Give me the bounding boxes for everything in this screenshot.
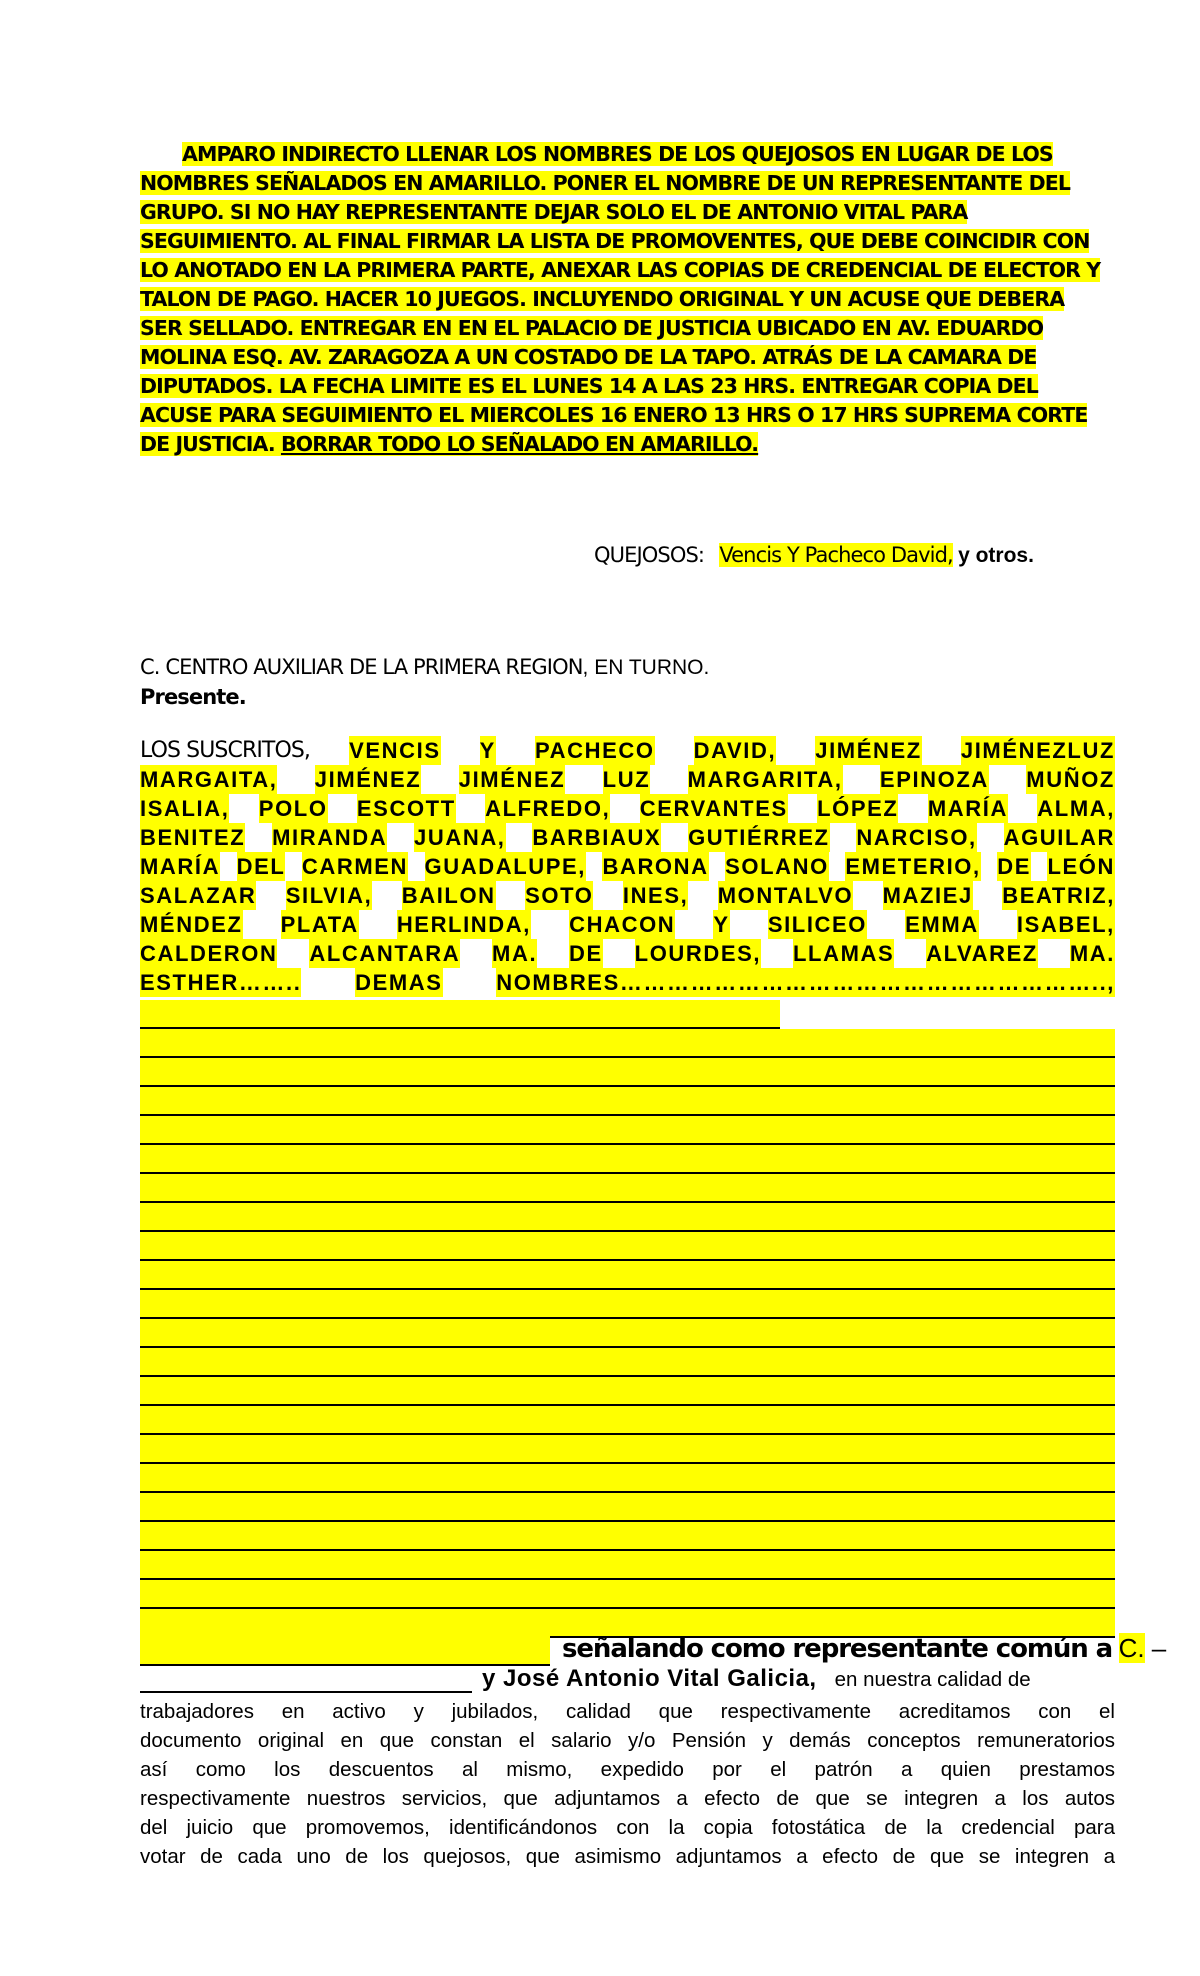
quejosos-name: Vencis Y Pacheco David, [719,543,953,567]
quejoso-name-word: SOTO [525,883,594,908]
quejoso-name-word: ESCOTT [356,796,456,821]
name-fill-line[interactable] [140,1290,1115,1319]
quejoso-name-word: ISALIA, [140,796,230,821]
quejoso-name-word: CHACON [569,912,676,937]
quejoso-name-word: MARÍA [927,796,1008,821]
name-fill-line[interactable] [140,1435,1115,1464]
name-fill-line[interactable] [140,1377,1115,1406]
name-fill-line[interactable] [140,1406,1115,1435]
quejoso-name-word: ALFREDO, [485,796,611,821]
quejoso-name-word: ISABEL, [1016,912,1115,937]
name-fill-line[interactable] [140,1493,1115,1522]
names-line [140,765,1115,794]
instruction-line: MOLINA ESQ. AV. ZARAGOZA A UN COSTADO DE LA TAPO. ATRÁS DE LA CAMARA DE [140,345,1037,369]
representative-second-blank [140,1667,472,1693]
quejoso-name-word: ALCANTARA [309,941,461,966]
quejoso-name-word: VENCIS [349,738,441,763]
quejoso-name-word: JIMÉNEZLUZ [960,738,1115,763]
quejoso-name-word: GUTIÉRREZ [688,825,830,850]
name-fill-line[interactable] [140,1319,1115,1348]
quejoso-name-word: LUZ [602,767,651,792]
instruction-line: SEGUIMIENTO. AL FINAL FIRMAR LA LISTA DE PROMOVENTES, QUE DEBE COINCIDIR CON [140,229,1090,253]
body-paragraph [140,1697,1115,1871]
quejoso-name-word: GUADALUPE, [424,854,586,879]
quejoso-name-word: BAILON [401,883,496,908]
names-line [140,736,1115,765]
quejoso-name-word: SILICEO [767,912,868,937]
instruction-line: GRUPO. SI NO HAY REPRESENTANTE DEJAR SOLO EL DE ANTONIO VITAL PARA [140,200,968,224]
quejosos-others: y otros. [958,544,1034,567]
names-block [140,736,1115,997]
name-fill-line[interactable] [140,1464,1115,1493]
quejoso-name-word: DEMAS [355,970,443,995]
names-line [140,823,1115,852]
instruction-line: LO ANOTADO EN LA PRIMERA PARTE, ANEXAR LAS COPIAS DE CREDENCIAL DE ELECTOR Y [140,258,1101,282]
quejoso-name-word: AGUILAR [1003,825,1115,850]
quejoso-name-word: LEÓN [1047,854,1115,879]
instruction-delete-note: BORRAR TODO LO SEÑALADO EN AMARILLO. [280,432,759,456]
representative-dash: – [1151,1633,1167,1663]
quejoso-name-word: PLATA [280,912,359,937]
quejoso-name-word: POLO [258,796,328,821]
name-fill-line[interactable] [140,1348,1115,1377]
representative-continuation: en nuestra calidad de [834,1668,1031,1691]
representative-text: señalando como representante común a [562,1634,1113,1664]
names-line [140,852,1115,881]
quejoso-name-word: JIMÉNEZ [314,767,422,792]
quejoso-name-word: DE [997,854,1031,879]
name-fill-line[interactable] [140,1000,780,1029]
quejoso-name-word: Y [713,912,730,937]
instruction-line: DIPUTADOS. LA FECHA LIMITE ES EL LUNES 14 A LAS 23 HRS. ENTREGAR COPIA DEL [140,374,1038,398]
representative-second-name: y José Antonio Vital Galicia, [482,1665,817,1692]
name-fill-line[interactable] [140,1087,1115,1116]
quejoso-name-word: MAZIEJ [882,883,973,908]
instruction-line: TALON DE PAGO. HACER 10 JUEGOS. INCLUYENDO ORIGINAL Y UN ACUSE QUE DEBERA [140,287,1065,311]
quejoso-name-word: CARMEN [301,854,409,879]
quejoso-name-word: LOURDES, [634,941,762,966]
representative-second-line [140,1665,1031,1693]
instruction-line-prefix: DE JUSTICIA. [140,432,281,456]
body-line: respectivamente nuestros servicios, que adjuntamos a efecto de que se integren a los autos [140,1787,1115,1810]
quejoso-name-word: MONTALVO [717,883,854,908]
instruction-line: SER SELLADO. ENTREGAR EN EN EL PALACIO DE JUSTICIA UBICADO EN AV. EDUARDO [140,316,1044,340]
quejoso-name-word: Y [479,738,496,763]
quejoso-name-word: ESTHER…….. [140,970,302,995]
body-line: del juicio que promovemos, identificándonos con la copia fotostática de la credencial para [140,1816,1115,1839]
quejoso-name-word: EPINOZA [879,767,989,792]
quejoso-name-word: JIMÉNEZ [815,738,922,763]
quejoso-name-word: MARÍA [140,854,221,879]
quejoso-name-word: MÉNDEZ [140,912,243,937]
addressee-suffix: , EN TURNO. [582,656,710,679]
quejoso-name-word: CALDERON [140,941,278,966]
quejoso-name-word: NARCISO, [856,825,977,850]
name-fill-line[interactable] [140,1116,1115,1145]
quejoso-name-word: JIMÉNEZ [458,767,566,792]
quejoso-name-word: LÓPEZ [817,796,899,821]
quejosos-label: QUEJOSOS: [594,543,705,567]
quejoso-name-word: JUANA, [414,825,506,850]
quejoso-name-word: HERLINDA, [396,912,531,937]
body-line: documento original en que constan el salario y/o Pensión y demás conceptos remuneratorios [140,1729,1115,1752]
names-line [140,968,1115,997]
name-fill-line[interactable] [140,1580,1115,1609]
instruction-line: ACUSE PARA SEGUIMIENTO EL MIERCOLES 16 ENERO 13 HRS O 17 HRS SUPREMA CORTE [140,403,1088,427]
quejoso-name-word: MARGARITA, [687,767,843,792]
instructions-block [140,140,1101,459]
quejoso-name-word: LLAMAS [793,941,895,966]
quejoso-name-word: DAVID, [693,738,777,763]
name-fill-line[interactable] [140,1058,1115,1087]
quejoso-name-word: SILVIA, [285,883,373,908]
quejoso-name-word: SOLANO [725,854,829,879]
quejoso-name-word: BARONA [602,854,709,879]
quejoso-name-word: MIRANDA [272,825,388,850]
body-line: así como los descuentos al mismo, expedido por el patrón a quien prestamos [140,1758,1115,1781]
quejosos-line [594,540,1034,571]
names-line [140,794,1115,823]
name-fill-line[interactable] [140,1522,1115,1551]
quejoso-name-word: SALAZAR [140,883,257,908]
quejoso-name-word: MUÑOZ [1026,767,1115,792]
quejoso-name-word: BARBIAUX [532,825,662,850]
body-line: trabajadores en activo y jubilados, calidad que respectivamente acreditamos con el [140,1700,1115,1723]
quejoso-name-word: MARGAITA, [140,767,278,792]
quejoso-name-word: BENITEZ [140,825,246,850]
quejoso-name-word: EMMA [905,912,979,937]
name-fill-line[interactable] [140,1261,1115,1290]
representative-c-label: C. [1118,1633,1145,1663]
quejoso-name-word: PACHECO [535,738,655,763]
instruction-line: NOMBRES SEÑALADOS EN AMARILLO. PONER EL NOMBRE DE UN REPRESENTANTE DEL [140,171,1071,195]
addressee-name: C. CENTRO AUXILIAR DE LA PRIMERA REGION [140,655,583,679]
quejoso-name-word: MA. [1069,941,1115,966]
representative-blank [140,1636,550,1666]
presente-label: Presente. [140,685,246,709]
suscritos-label: LOS SUSCRITOS, [140,738,311,763]
representative-line [140,1631,1167,1666]
names-line [140,939,1115,968]
quejoso-name-word: CERVANTES [639,796,788,821]
quejoso-name-word: DE [569,941,603,966]
quejoso-name-word: MA. [492,941,538,966]
quejoso-name-word: ALVAREZ [926,941,1038,966]
name-fill-line[interactable] [140,1029,1115,1058]
quejoso-name-word: ALMA, [1037,796,1115,821]
name-fill-line[interactable] [140,1203,1115,1232]
name-fill-line[interactable] [140,1232,1115,1261]
name-fill-line[interactable] [140,1145,1115,1174]
names-line [140,881,1115,910]
quejoso-name-word: EMETERIO, [845,854,981,879]
body-line: votar de cada uno de los quejosos, que asimismo adjuntamos a efecto de que se integren a [140,1845,1115,1868]
name-fill-line[interactable] [140,1174,1115,1203]
quejoso-name-word: DEL [236,854,286,879]
names-line [140,910,1115,939]
addressee-line [140,652,709,683]
quejoso-name-word: BEATRIZ, [1002,883,1115,908]
name-fill-line[interactable] [140,1551,1115,1580]
quejoso-name-word: NOMBRES…………………………………………………….., [496,970,1115,995]
quejoso-name-word: INES, [622,883,689,908]
instruction-line: AMPARO INDIRECTO LLENAR LOS NOMBRES DE LOS QUEJOSOS EN LUGAR DE LOS [182,142,1053,166]
